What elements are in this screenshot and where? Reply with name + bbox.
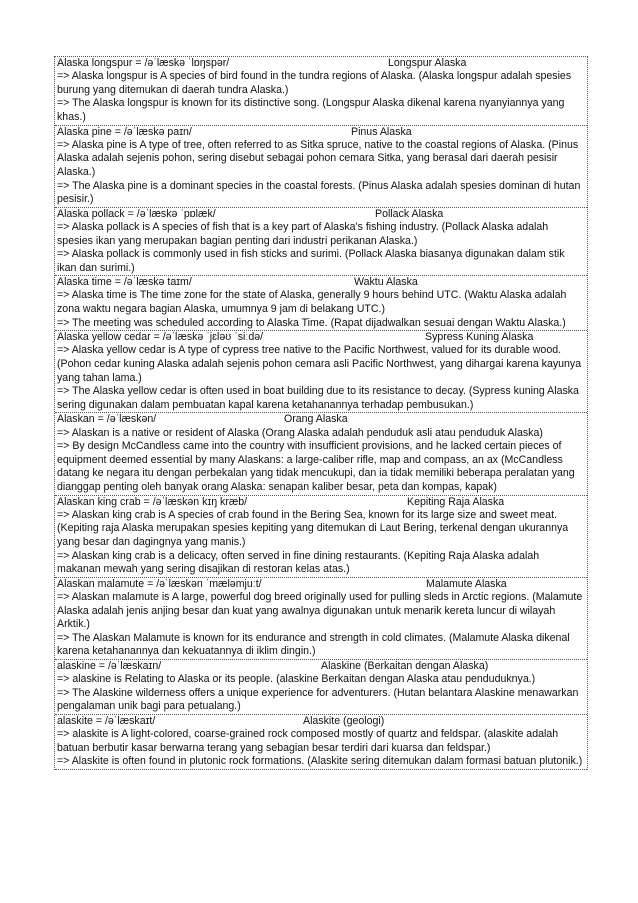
dictionary-entry <box>55 715 587 770</box>
entry-translation: Kepiting Raja Alaska <box>407 495 505 508</box>
entry-heading <box>57 660 585 673</box>
entry-definition: => Alaskan king crab is A species of crab found in the Bering Sea, known for its large size and sweet meat. (Kepiting raja Alaska merupakan spesies kepiting yang ditemukan di Laut Bering, terkenal dengan ukurannya yang besar dan dagingnya yang manis.) <box>57 508 569 548</box>
entry-heading <box>57 126 585 139</box>
entry-heading <box>57 578 585 591</box>
entry-example: => The meeting was scheduled according to Alaska Time. (Rapat dijadwalkan sesuai dengan Waktu Alaska.) <box>57 316 566 329</box>
entry-term: alaskine = /əˈlæskaɪn/ <box>57 659 162 672</box>
entry-heading <box>57 413 585 426</box>
entry-translation: Sypress Kuning Alaska <box>425 331 534 344</box>
entry-translation: Longspur Alaska <box>388 57 467 69</box>
dictionary-entry <box>55 578 587 660</box>
entry-example: => Alaskite is often found in plutonic rock formations. (Alaskite sering ditemukan dalam formasi batuan plutonik.) <box>57 755 583 768</box>
entry-translation: Waktu Alaska <box>354 276 418 289</box>
entry-example: => The Alaskine wilderness offers a unique experience for adventurers. (Hutan belantara Alaskine menawarkan pengalaman unik bagi para petualang.) <box>57 686 579 713</box>
entry-term: Alaska time = /əˈlæskə taɪm/ <box>57 276 192 289</box>
entry-definition: => alaskine is Relating to Alaska or its people. (alaskine Berkaitan dengan Alaska atau penduduknya.) <box>57 673 536 686</box>
entry-definition: => alaskite is A light-colored, coarse-grained rock composed mostly of quartz and feldspar. (alaskite adalah batuan berbutir kasar berwarna terang yang sebagian besar terdiri dari kuarsa dan feldspar.) <box>57 728 559 754</box>
entry-example: => Alaska pollack is commonly used in fish sticks and surimi. (Pollack Alaska biasanya digunakan dalam stik ikan dan surimi.) <box>57 248 565 274</box>
dictionary-entry <box>55 57 587 126</box>
entry-term: alaskite = /əˈlæskaɪt/ <box>57 714 156 727</box>
entry-translation: Orang Alaska <box>284 413 348 426</box>
entry-translation: Alaskine (Berkaitan dengan Alaska) <box>321 659 489 672</box>
dictionary-entry <box>55 660 587 715</box>
entry-heading <box>57 715 585 728</box>
entry-heading <box>57 208 585 221</box>
entry-term: Alaska pine = /əˈlæskə paɪn/ <box>57 125 192 138</box>
entry-example: => Alaskan king crab is a delicacy, often served in fine dining restaurants. (Kepiting Raja Alaska adalah makanan mewah yang sering disajikan di restoran kelas atas.) <box>57 549 540 576</box>
entry-example: => The Alaska pine is a dominant species in the coastal forests. (Pinus Alaska adalah spesies dominan di hutan pesisir.) <box>57 179 581 206</box>
dictionary-entry <box>55 276 587 331</box>
entry-term: Alaska longspur = /əˈlæskə ˈlɒŋspər/ <box>57 57 230 69</box>
entry-translation: Pinus Alaska <box>351 125 412 138</box>
entry-example: => The Alaskan Malamute is known for its endurance and strength in cold climates. (Malamute Alaska dikenal karena ketahanannya dan kekuatannya di iklim dingin.) <box>57 631 570 658</box>
entry-term: Alaskan malamute = /əˈlæskən ˈmæləmjuːt/ <box>57 577 262 590</box>
entry-definition: => Alaska pine is A type of tree, often referred to as Sitka spruce, native to the coastal regions of Alaska. (Pinus Alaska adalah sejenis pohon, sering disebut sebagai pohon cemara Sitka, yang berasal dari daerah pesisir Alaska.) <box>57 138 579 178</box>
entry-term: Alaska yellow cedar = /əˈlæskə ˈjɛləʊ ˈsiːdə/ <box>57 331 264 344</box>
entry-example: => The Alaska longspur is known for its distinctive song. (Longspur Alaska dikenal karena nyanyiannya yang khas.) <box>57 97 565 123</box>
entry-heading <box>57 496 585 509</box>
entry-definition: => Alaska longspur is A species of bird found in the tundra regions of Alaska. (Alaska longspur adalah spesies burung yang ditemukan di daerah tundra Alaska.) <box>57 70 572 96</box>
entry-term: Alaskan king crab = /əˈlæskən kɪŋ kræb/ <box>57 495 248 508</box>
entry-definition: => Alaskan is a native or resident of Alaska (Orang Alaska adalah penduduk asli atau penduduk Alaska) <box>57 426 543 439</box>
dictionary-entry <box>55 496 587 578</box>
dictionary-entry <box>55 331 587 413</box>
dictionary-entry <box>55 126 587 208</box>
entry-translation: Malamute Alaska <box>426 577 507 590</box>
entry-heading <box>57 331 585 344</box>
entry-translation: Alaskite (geologi) <box>303 714 385 727</box>
dictionary-entry <box>55 413 587 495</box>
entry-definition: => Alaska pollack is A species of fish that is a key part of Alaska's fishing industry. (Pollack Alaska adalah spesies ikan yang merupakan bagian penting dari industri perikanan Alaska.) <box>57 220 549 247</box>
entry-translation: Pollack Alaska <box>375 207 444 220</box>
entry-term: Alaska pollack = /əˈlæskə ˈpɒlæk/ <box>57 207 216 220</box>
dictionary-entries <box>54 56 588 770</box>
entry-definition: => Alaska time is The time zone for the state of Alaska, generally 9 hours behind UTC. (Waktu Alaska adalah zona waktu negara bagian Alaska, umumnya 9 jam di belakang UTC.) <box>57 289 567 316</box>
entry-example: => By design McCandless came into the country with insufficient provisions, and he lacked certain pieces of equipment deemed essential by many Alaskans: a large-caliber rifle, map and compass, an ax (McCandless datang ke negara itu dengan perbekalan yang tidak mencukupi, dan ia tidak memiliki beberapa peralatan yang dianggap penting oleh banyak orang Alaska: senapan kaliber besar, peta dan kompas, kapak) <box>57 440 575 493</box>
dictionary-entry <box>55 208 587 277</box>
entry-example: => The Alaska yellow cedar is often used in boat building due to its resistance to decay. (Sypress kuning Alaska sering digunakan dalam pembuatan kapal karena ketahanannya terhadap pembusukan.) <box>57 385 579 411</box>
entry-definition: => Alaska yellow cedar is A type of cypress tree native to the Pacific Northwest, valued for its durable wood. (Pohon cedar kuning Alaska adalah sejenis pohon cemara asli Pacific Northwest, yang dihargai karena kayunya yang tahan lama.) <box>57 344 582 384</box>
entry-heading <box>57 57 585 70</box>
entry-heading <box>57 276 585 289</box>
entry-term: Alaskan = /əˈlæskən/ <box>57 413 157 426</box>
entry-definition: => Alaskan malamute is A large, powerful dog breed originally used for pulling sleds in Arctic regions. (Malamute Alaska adalah jenis anjing besar dan kuat yang awalnya digunakan untuk menarik kereta luncur di wilayah Arktik.) <box>57 590 583 631</box>
